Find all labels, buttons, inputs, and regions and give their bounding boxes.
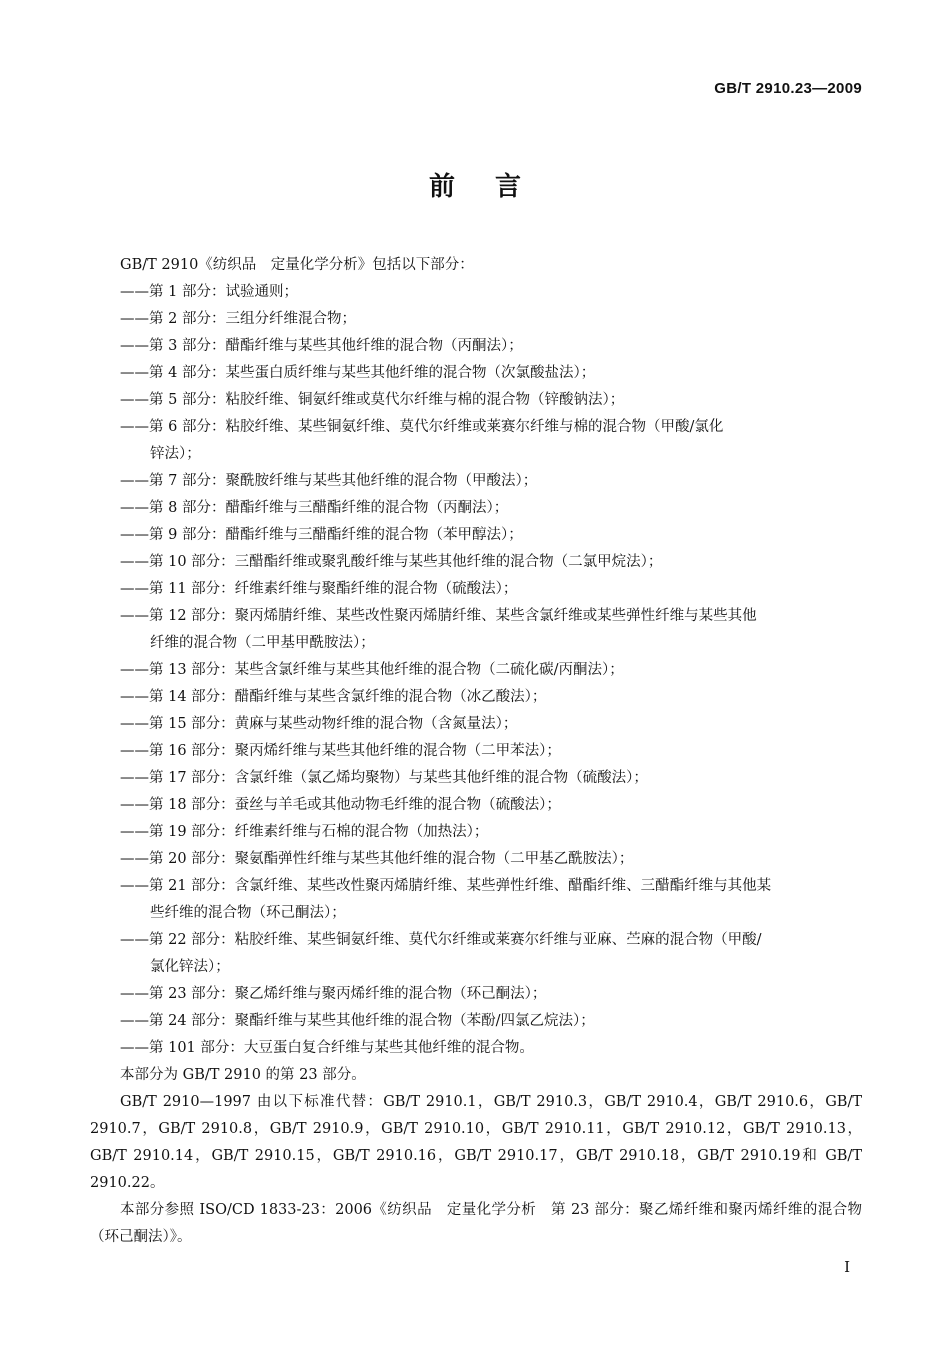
part-list-item-continuation: 锌法）； <box>150 446 201 462</box>
part-list-item-continuation: 氯化锌法）； <box>150 959 230 975</box>
part-list-item: ——第 19 部分：纤维素纤维与石棉的混合物（加热法）； <box>120 824 489 840</box>
part-list-item-continuation: 纤维的混合物（二甲基甲酰胺法）； <box>150 635 375 651</box>
part-list-item: ——第 9 部分：醋酯纤维与三醋酯纤维的混合物（苯甲醇法）； <box>120 527 523 543</box>
part-list-item: ——第 101 部分：大豆蛋白复合纤维与某些其他纤维的混合物。 <box>120 1040 534 1056</box>
foreword-body <box>90 252 862 1251</box>
part-list-item-continuation: 些纤维的混合物（环己酮法）； <box>150 905 346 921</box>
part-list-item: ——第 10 部分：三醋酯纤维或聚乳酸纤维与某些其他纤维的混合物（二氯甲烷法）； <box>120 554 663 570</box>
part-list-item: ——第 6 部分：粘胶纤维、某些铜氨纤维、莫代尔纤维或莱赛尔纤维与棉的混合物（甲酸/氯化 <box>120 419 724 435</box>
part-list-item: ——第 15 部分：黄麻与某些动物纤维的混合物（含氮量法）； <box>120 716 518 732</box>
part-list-item: ——第 5 部分：粘胶纤维、铜氨纤维或莫代尔纤维与棉的混合物（锌酸钠法）； <box>120 392 625 408</box>
part-list-item: ——第 23 部分：聚乙烯纤维与聚丙烯纤维的混合物（环己酮法）； <box>120 986 547 1002</box>
part-list-item: ——第 2 部分：三组分纤维混合物； <box>120 311 356 327</box>
part-list-item: ——第 21 部分：含氯纤维、某些改性聚丙烯腈纤维、某些弹性纤维、醋酯纤维、三醋酯纤维与其他某 <box>120 878 772 894</box>
part-statement: 本部分为 GB/T 2910 的第 23 部分。 <box>120 1067 366 1083</box>
part-list-item: ——第 17 部分：含氯纤维（氯乙烯均聚物）与某些其他纤维的混合物（硫酸法）； <box>120 770 648 786</box>
part-list-item: ——第 4 部分：某些蛋白质纤维与某些其他纤维的混合物（次氯酸盐法）； <box>120 365 596 381</box>
parts-list <box>90 279 862 1062</box>
part-list-item: ——第 13 部分：某些含氯纤维与某些其他纤维的混合物（二硫化碳/丙酮法）； <box>120 662 624 678</box>
part-list-item: ——第 8 部分：醋酯纤维与三醋酯纤维的混合物（丙酮法）； <box>120 500 509 516</box>
part-list-item: ——第 22 部分：粘胶纤维、某些铜氨纤维、莫代尔纤维或莱赛尔纤维与亚麻、苎麻的混合物（甲酸/ <box>120 932 762 948</box>
part-list-item: ——第 24 部分：聚酯纤维与某些其他纤维的混合物（苯酚/四氯乙烷法）； <box>120 1013 595 1029</box>
part-list-item: ——第 3 部分：醋酯纤维与某些其他纤维的混合物（丙酮法）； <box>120 338 523 354</box>
reference-paragraph: 本部分参照 ISO/CD 1833-23：2006《纺织品 定量化学分析 第 23 部分：聚乙烯纤维和聚丙烯纤维的混合物（环己酮法）》。 <box>90 1202 862 1245</box>
part-list-item: ——第 1 部分：试验通则； <box>120 284 298 300</box>
part-list-item: ——第 11 部分：纤维素纤维与聚酯纤维的混合物（硫酸法）； <box>120 581 518 597</box>
page-title: 前言 <box>428 172 561 202</box>
part-list-item: ——第 20 部分：聚氨酯弹性纤维与某些其他纤维的混合物（二甲基乙酰胺法）； <box>120 851 634 867</box>
replacement-paragraph: GB/T 2910—1997 由以下标准代替：GB/T 2910.1，GB/T 2910.3，GB/T 2910.4，GB/T 2910.6，GB/T 2910.7，GB/T 2910.8，GB/T 2910.9，GB/T 2910.10，GB/T 2910.11，GB/T 2910.12，GB/T 2910.13，GB/T 2910.14，GB/T 2910.15，GB/T 2910.16，GB/T 2910.17，GB/T 2910.18，GB/T 2910.19和 GB/T 2910.22。 <box>90 1094 862 1191</box>
part-list-item: ——第 7 部分：聚酰胺纤维与某些其他纤维的混合物（甲酸法）； <box>120 473 538 489</box>
page-number: I <box>844 1258 850 1276</box>
part-list-item: ——第 14 部分：醋酯纤维与某些含氯纤维的混合物（冰乙酸法）； <box>120 689 547 705</box>
part-list-item: ——第 18 部分：蚕丝与羊毛或其他动物毛纤维的混合物（硫酸法）； <box>120 797 561 813</box>
standard-number: GB/T 2910.23—2009 <box>714 80 862 97</box>
intro-paragraph: GB/T 2910《纺织品 定量化学分析》包括以下部分： <box>120 257 474 273</box>
part-list-item: ——第 16 部分：聚丙烯纤维与某些其他纤维的混合物（二甲苯法）； <box>120 743 561 759</box>
part-list-item: ——第 12 部分：聚丙烯腈纤维、某些改性聚丙烯腈纤维、某些含氯纤维或某些弹性纤维与某些其他 <box>120 608 757 624</box>
